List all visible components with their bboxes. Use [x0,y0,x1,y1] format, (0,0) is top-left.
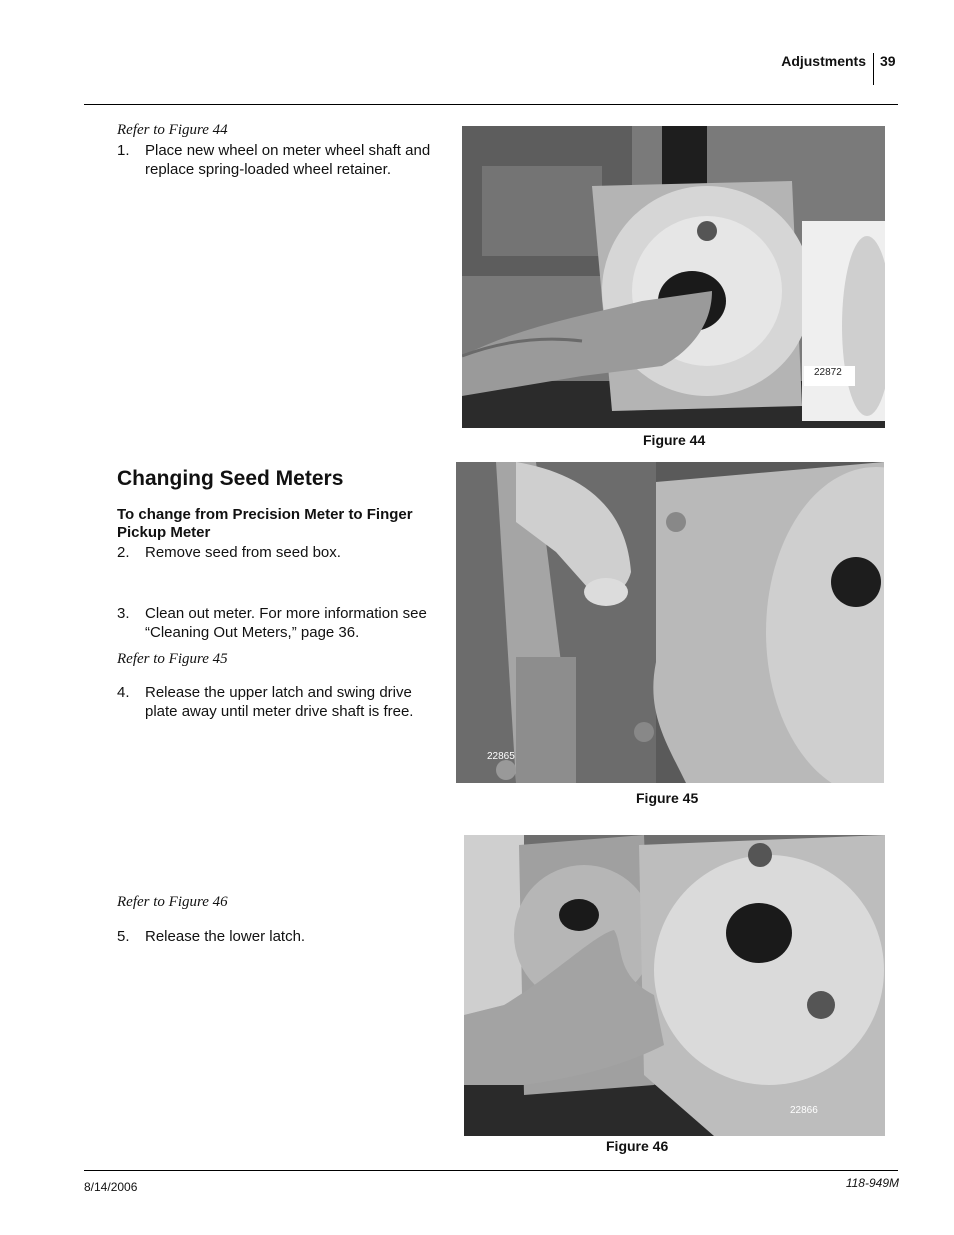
figure-46-caption: Figure 46 [606,1138,669,1154]
figure-46-illustration [464,835,885,1136]
step-1-text: Place new wheel on meter wheel shaft and replace spring-loaded wheel retainer. [145,142,431,178]
figure-45-photo [456,462,884,783]
figure-46-image-code: 22866 [790,1105,818,1116]
step-1-number: 1. [117,142,130,159]
step-3-text: Clean out meter. For more information see “Cleaning Out Meters,” page 36. [145,605,427,641]
step-3-number: 3. [117,605,130,622]
header-divider [873,53,874,85]
step-2-number: 2. [117,544,130,561]
step-2-text: Remove seed from seed box. [145,544,341,561]
step-4-text: Release the upper latch and swing drive plate away until meter drive shaft is free. [145,684,414,720]
step-2 [117,543,447,562]
footer-doc-number: 118-949M [845,1176,899,1190]
step-1 [117,141,447,179]
step-4-number: 4. [117,684,130,701]
footer-rule [84,1170,898,1171]
step-5-text: Release the lower latch. [145,928,306,945]
figure-46-photo [464,835,885,1136]
refer-figure-44: Refer to Figure 44 [117,122,228,138]
header-rule [84,104,898,105]
step-5-number: 5. [117,928,130,945]
step-3 [117,604,447,642]
figure-44-caption: Figure 44 [643,432,706,448]
figure-45-illustration [456,462,884,783]
figure-45-caption: Figure 45 [636,790,699,806]
section-title: Changing Seed Meters [117,467,344,490]
section-subtitle: To change from Precision Meter to Finger Pickup Meter [117,506,413,541]
figure-44-image-code: 22872 [804,366,855,386]
figure-44-photo [462,126,885,428]
figure-45-image-code: 22865 [487,751,515,762]
header-page-number: 39 [880,53,896,69]
refer-figure-45: Refer to Figure 45 [117,651,228,667]
header-section-title: Adjustments [781,53,866,69]
refer-figure-46: Refer to Figure 46 [117,894,228,910]
step-4 [117,683,447,721]
step-5 [117,927,447,946]
footer-date: 8/14/2006 [84,1180,138,1194]
